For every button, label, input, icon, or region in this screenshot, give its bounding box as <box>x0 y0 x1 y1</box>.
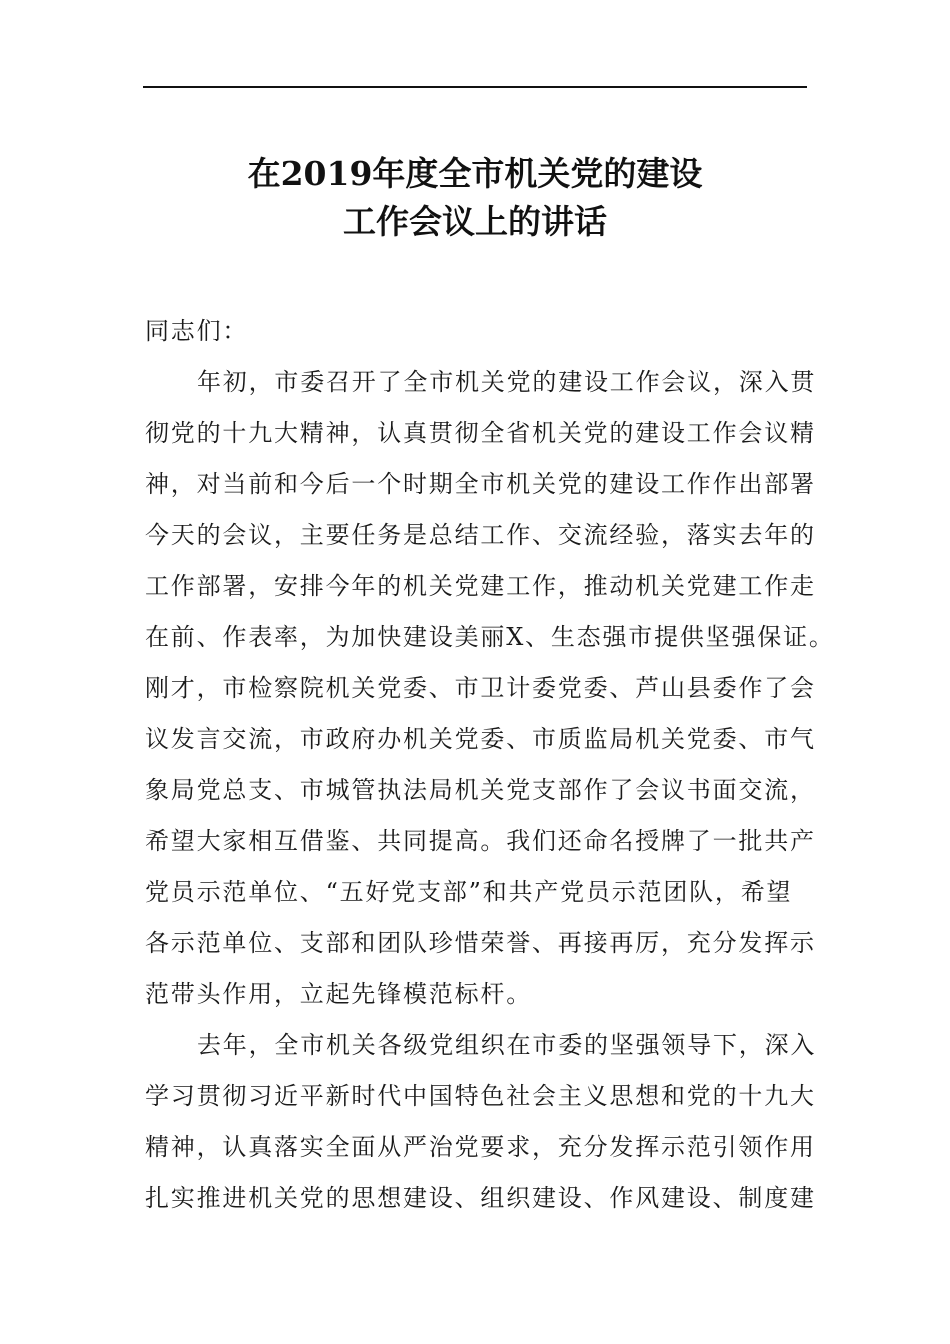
paragraph-1-line: 今天的会议，主要任务是总结工作、交流经验，落实去年的 <box>145 521 816 549</box>
paragraph-1-line: 年初，市委召开了全市机关党的建设工作会议，深入贯 <box>197 368 817 396</box>
paragraph-1-line: 刚才，市检察院机关党委、市卫计委党委、芦山县委作了会 <box>145 674 816 702</box>
speech-body <box>145 306 835 1224</box>
paragraph-2-line: 扎实推进机关党的思想建设、组织建设、作风建设、制度建 <box>145 1184 816 1212</box>
paragraph-1-line: 各示范单位、支部和团队珍惜荣誉、再接再厉，充分发挥示 <box>145 929 816 957</box>
paragraph-1-line: 议发言交流，市政府办机关党委、市质监局机关党委、市气 <box>145 725 816 753</box>
paragraph-1-line: 工作部署，安排今年的机关党建工作，推动机关党建工作走 <box>145 572 816 600</box>
paragraph-1-line: 神，对当前和今后一个时期全市机关党的建设工作作出部署 <box>145 470 816 498</box>
header-rule <box>143 86 807 88</box>
paragraph-1-line: 象局党总支、市城管执法局机关党支部作了会议书面交流， <box>145 776 816 804</box>
title-line-2: 工作会议上的讲话 <box>343 202 607 241</box>
speech-title <box>143 150 807 246</box>
paragraph-1-line: 党员示范单位、“五好党支部”和共产党员示范团队，希望 <box>145 878 793 906</box>
title-line-1: 在2019年度全市机关党的建设 <box>247 154 703 193</box>
paragraph-2-line: 学习贯彻习近平新时代中国特色社会主义思想和党的十九大 <box>145 1082 816 1110</box>
paragraph-1-line: 希望大家相互借鉴、共同提高。我们还命名授牌了一批共产 <box>145 827 816 855</box>
paragraph-2-line: 去年，全市机关各级党组织在市委的坚强领导下，深入 <box>197 1031 817 1059</box>
paragraph-1-line: 在前、作表率，为加快建设美丽X、生态强市提供坚强保证。 <box>145 623 835 651</box>
salutation: 同志们： <box>145 317 249 345</box>
paragraph-1-line: 范带头作用，立起先锋模范标杆。 <box>145 980 532 1008</box>
paragraph-2-line: 精神，认真落实全面从严治党要求，充分发挥示范引领作用 <box>145 1133 816 1161</box>
paragraph-1-line: 彻党的十九大精神，认真贯彻全省机关党的建设工作会议精 <box>145 419 816 447</box>
